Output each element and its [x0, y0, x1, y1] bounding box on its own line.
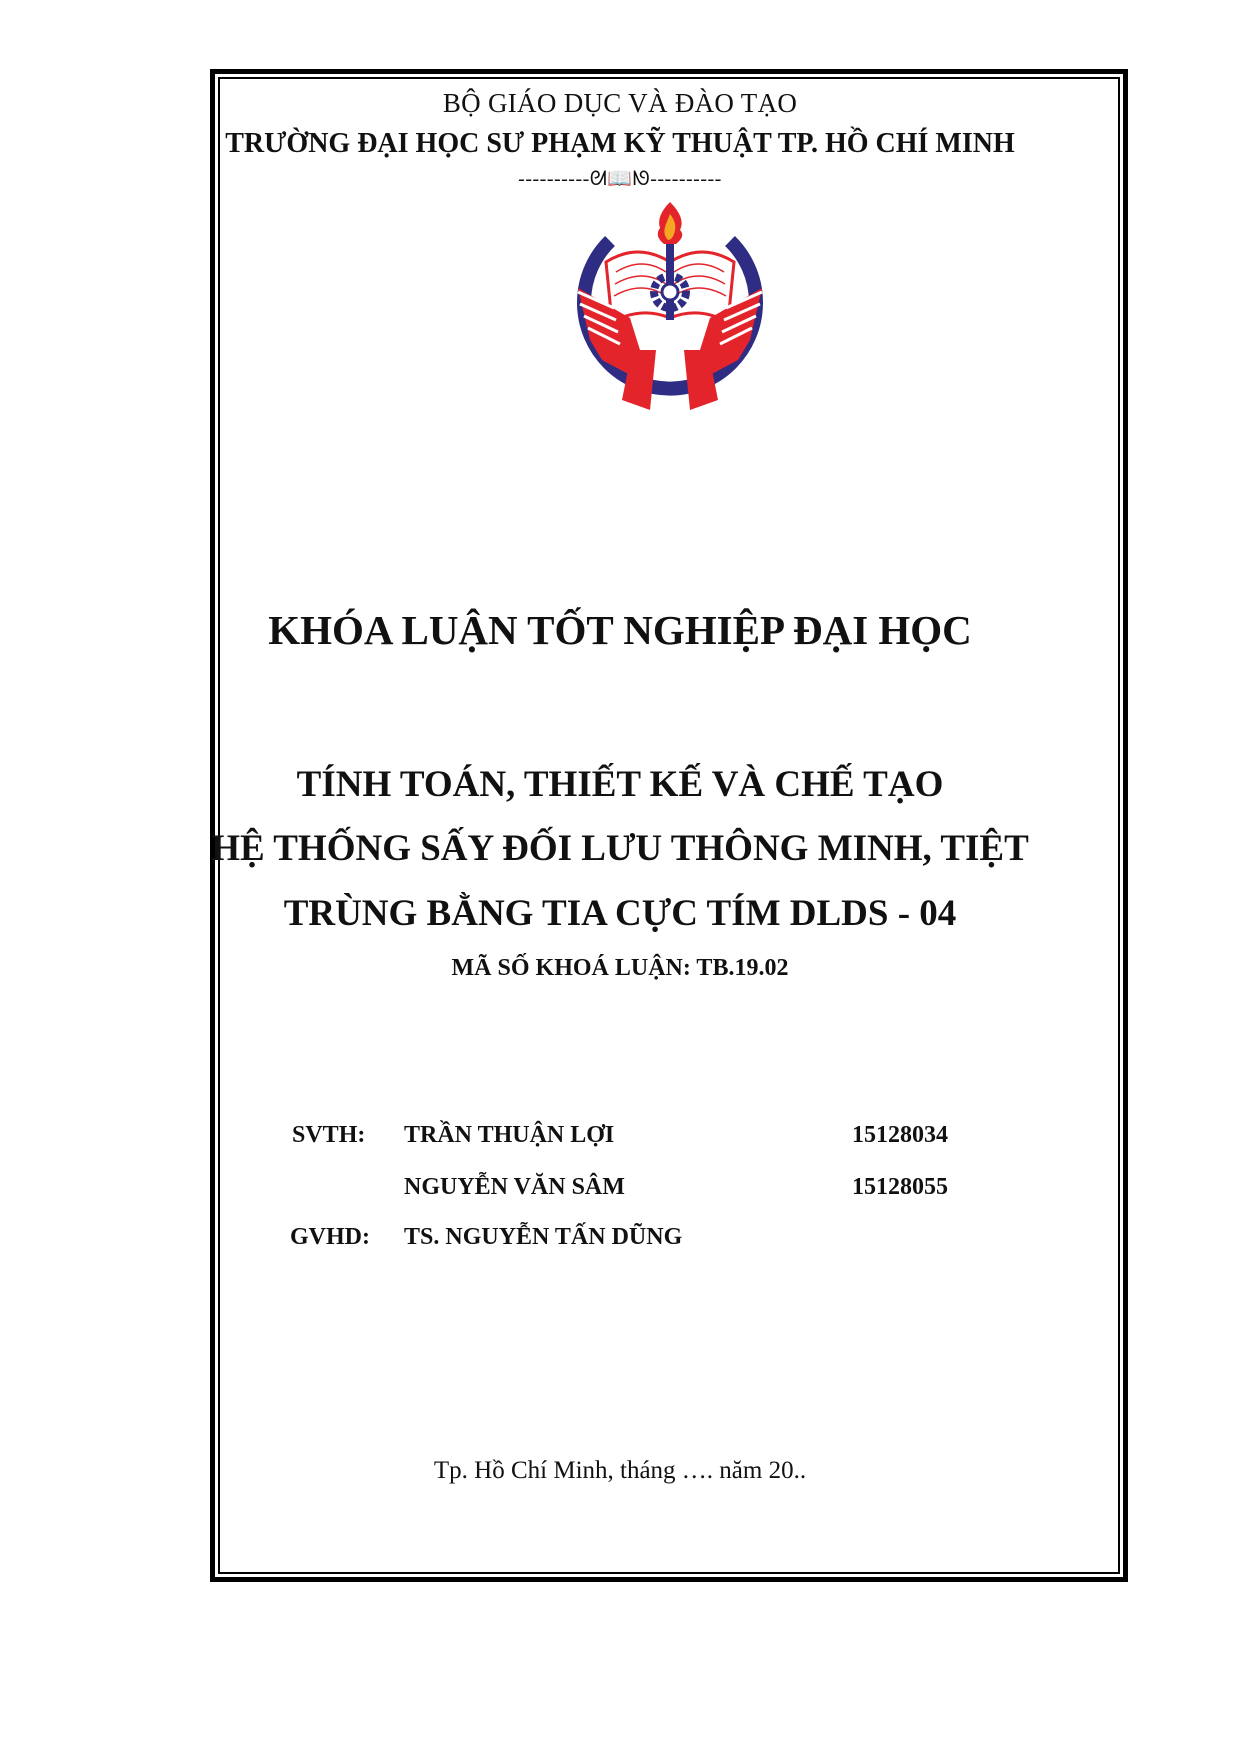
decorative-divider: ----------ᘛ📖ᘚ----------	[518, 168, 722, 190]
school-name: TRƯỜNG ĐẠI HỌC SƯ PHẠM KỸ THUẬT TP. HỒ CHÍ MINH	[225, 128, 1015, 159]
advisor-name: TS. NGUYỄN TẤN DŨNG	[404, 1224, 683, 1250]
student-id-1: 15128034	[852, 1122, 948, 1148]
place-date: Tp. Hồ Chí Minh, tháng …. năm 20..	[433, 1457, 807, 1484]
student-name-1: TRẦN THUẬN LỢI	[404, 1122, 615, 1148]
student-name-2: NGUYỄN VĂN SÂM	[404, 1174, 625, 1200]
university-emblem-icon	[560, 200, 780, 424]
students-label: SVTH:	[292, 1122, 366, 1148]
ministry-name: BỘ GIÁO DỤC VÀ ĐÀO TẠO	[442, 88, 798, 118]
student-id-2: 15128055	[852, 1174, 948, 1200]
thesis-title-line-3: TRÙNG BẰNG TIA CỰC TÍM DLDS - 04	[283, 893, 957, 934]
thesis-code: MÃ SỐ KHOÁ LUẬN: TB.19.02	[451, 955, 789, 981]
thesis-title-line-1: TÍNH TOÁN, THIẾT KẾ VÀ CHẾ TẠO	[296, 764, 944, 805]
thesis-title-line-2: HỆ THỐNG SẤY ĐỐI LƯU THÔNG MINH, TIỆT	[211, 828, 1029, 869]
advisor-label: GVHD:	[290, 1224, 370, 1250]
thesis-type-heading: KHÓA LUẬN TỐT NGHIỆP ĐẠI HỌC	[268, 607, 972, 653]
